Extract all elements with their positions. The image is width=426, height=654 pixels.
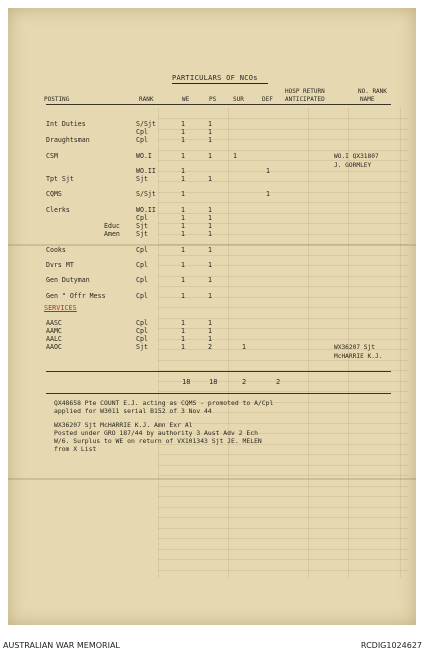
ghost-rule (158, 381, 408, 382)
cell-we: 1 (181, 327, 185, 335)
cell-we: 1 (181, 167, 185, 175)
cell-we: 1 (181, 206, 185, 214)
ghost-rule (158, 517, 408, 518)
cell-posting: Tpt Sjt (46, 175, 74, 183)
title-underline (172, 83, 268, 84)
ghost-rule (158, 391, 408, 392)
cell-ps: 1 (208, 261, 212, 269)
cell-rank: Cpl (136, 261, 148, 269)
cell-posting: Cooks (46, 246, 66, 254)
cell-rank: Cpl (136, 246, 148, 254)
ghost-rule (158, 454, 408, 455)
cell-posting: AALC (46, 335, 62, 343)
cell-rank: Cpl (136, 214, 148, 222)
cell-sub: Amen (104, 230, 120, 238)
cell-ps: 1 (208, 292, 212, 300)
cell-we: 1 (181, 214, 185, 222)
total-ps: 18 (209, 378, 218, 386)
cell-rank: WO.I (136, 152, 152, 160)
note-line: QX48658 Pte COUNT E.J. acting as CQMS - promoted to A/Cpl (54, 399, 274, 407)
table-row (8, 246, 416, 255)
cell-we: 1 (181, 246, 185, 254)
cell-ps: 1 (208, 319, 212, 327)
ghost-rule (158, 507, 408, 508)
cell-rank: Cpl (136, 136, 148, 144)
header-name: NAME (360, 96, 375, 103)
cell-we: 1 (181, 190, 185, 198)
cell-name: WX36207 Sjt (334, 344, 375, 351)
cell-we: 1 (181, 175, 185, 183)
ghost-rule (158, 423, 408, 424)
cell-posting: Draughtsman (46, 136, 90, 144)
header-no-rank: NO. RANK (358, 88, 387, 95)
cell-sub: Educ (104, 222, 120, 230)
service-row (8, 343, 416, 352)
cell-ps: 1 (208, 335, 212, 343)
cell-ps: 1 (208, 246, 212, 254)
cell-sur: 1 (233, 152, 237, 160)
table-row (8, 292, 416, 301)
header-sur: SUR (233, 96, 244, 103)
cell-rank: Cpl (136, 319, 148, 327)
table-row (8, 190, 416, 199)
header-we: WE (182, 96, 190, 103)
cell-posting: AAOC (46, 343, 62, 351)
cell-ps: 1 (208, 206, 212, 214)
header-ps: PS (209, 96, 217, 103)
ghost-rule (158, 549, 408, 550)
ghost-rule (158, 538, 408, 539)
cell-we: 1 (181, 276, 185, 284)
cell-ps: 1 (208, 230, 212, 238)
ghost-rule (158, 570, 408, 571)
cell-we: 1 (181, 319, 185, 327)
table-row (8, 261, 416, 270)
cell-rank: Cpl (136, 128, 148, 136)
table-row (8, 152, 416, 161)
cell-we: 1 (181, 335, 185, 343)
cell-ps: 1 (208, 128, 212, 136)
total-sur: 2 (242, 378, 247, 386)
cell-posting: Gen " Offr Mess (46, 292, 106, 300)
services-label: SERVICES (44, 304, 77, 312)
cell-ps: 1 (208, 152, 212, 160)
cell-ps: 1 (208, 175, 212, 183)
header-anticipated: ANTICIPATED (285, 96, 325, 103)
cell-posting: AAMC (46, 327, 62, 335)
table-row (8, 136, 416, 145)
ghost-rule (158, 465, 408, 466)
cell-rank: WO.II (136, 206, 156, 214)
cell-we: 1 (181, 343, 185, 351)
totals-rule-top (46, 371, 391, 372)
cell-rank: Cpl (136, 276, 148, 284)
cell-ps: 1 (208, 120, 212, 128)
note-line: applied for W3011 serial B152 of 3 Nov 44 (54, 407, 212, 415)
table-row (8, 276, 416, 285)
cell-we: 1 (181, 230, 185, 238)
header-def: DEF (262, 96, 273, 103)
note-line: W/6. Surplus to WE on return of VX101343 Sjt JE. MELEN (54, 437, 262, 445)
cell-rank: S/Sjt (136, 120, 156, 128)
cell-ps: 1 (208, 214, 212, 222)
cell-sur: 1 (242, 343, 246, 351)
ghost-rule (158, 496, 408, 497)
document-sheet (8, 8, 416, 625)
header-posting: POSTING (44, 96, 70, 103)
cell-name: J. GORMLEY (334, 162, 372, 169)
cell-name: WO.I QX31807 (334, 153, 379, 160)
ghost-rule (158, 307, 408, 308)
ghost-rule (158, 150, 408, 151)
cell-rank: Cpl (136, 335, 148, 343)
cell-rank: S/Sjt (136, 190, 156, 198)
cell-we: 1 (181, 152, 185, 160)
cell-rank: Sjt (136, 343, 148, 351)
ghost-rule (158, 118, 408, 119)
totals-rule-bottom (46, 393, 391, 394)
cell-name: McHARRIE K.J. (334, 353, 383, 360)
cell-def: 1 (266, 190, 270, 198)
header-rule (46, 104, 391, 105)
form-title: PARTICULARS OF NCOs (172, 74, 258, 82)
cell-posting: Dvrs MT (46, 261, 74, 269)
cell-rank: Sjt (136, 230, 148, 238)
cell-posting: Int Duties (46, 120, 86, 128)
note-line: from X List (54, 445, 97, 453)
cell-posting: Gen Dutyman (46, 276, 90, 284)
cell-we: 1 (181, 261, 185, 269)
fold-crease (8, 478, 416, 480)
cell-rank: Sjt (136, 222, 148, 230)
note-line: Posted under GRO 187/44 by authority 3 Aust Adv 2 Ech (54, 429, 258, 437)
ghost-rule (158, 528, 408, 529)
cell-rank: Cpl (136, 292, 148, 300)
cell-we: 1 (181, 136, 185, 144)
cell-posting: AASC (46, 319, 62, 327)
cell-we: 1 (181, 222, 185, 230)
cell-we: 1 (181, 292, 185, 300)
cell-ps: 1 (208, 222, 212, 230)
cell-posting: Clerks (46, 206, 70, 214)
cell-ps: 1 (208, 136, 212, 144)
cell-we: 1 (181, 120, 185, 128)
cell-posting: CSM (46, 152, 58, 160)
cell-ps: 1 (208, 327, 212, 335)
header-hosp-return: HOSP RETURN (285, 88, 325, 95)
cell-ps: 2 (208, 343, 212, 351)
cell-def: 1 (266, 167, 270, 175)
footer-institution: AUSTRALIAN WAR MEMORIAL (3, 641, 120, 650)
ghost-rule (158, 559, 408, 560)
table-row (8, 175, 416, 184)
cell-we: 1 (181, 128, 185, 136)
ghost-rule (158, 202, 408, 203)
archive-footer (0, 640, 426, 654)
note-line: WX36207 Sjt McHARRIE K.J. Amn Exr Al (54, 421, 193, 429)
cell-rank: Sjt (136, 175, 148, 183)
ghost-rule (158, 286, 408, 287)
service-row (8, 352, 416, 361)
header-rank: RANK (139, 96, 154, 103)
total-we: 18 (182, 378, 191, 386)
footer-record-id: RCDIG1024627 (360, 641, 422, 650)
cell-rank: WO.II (136, 167, 156, 175)
ghost-rule (158, 475, 408, 476)
cell-ps: 1 (208, 276, 212, 284)
cell-rank: Cpl (136, 327, 148, 335)
cell-posting: CQMS (46, 190, 62, 198)
ghost-rule (158, 486, 408, 487)
total-def: 2 (276, 378, 281, 386)
table-row (8, 230, 416, 239)
